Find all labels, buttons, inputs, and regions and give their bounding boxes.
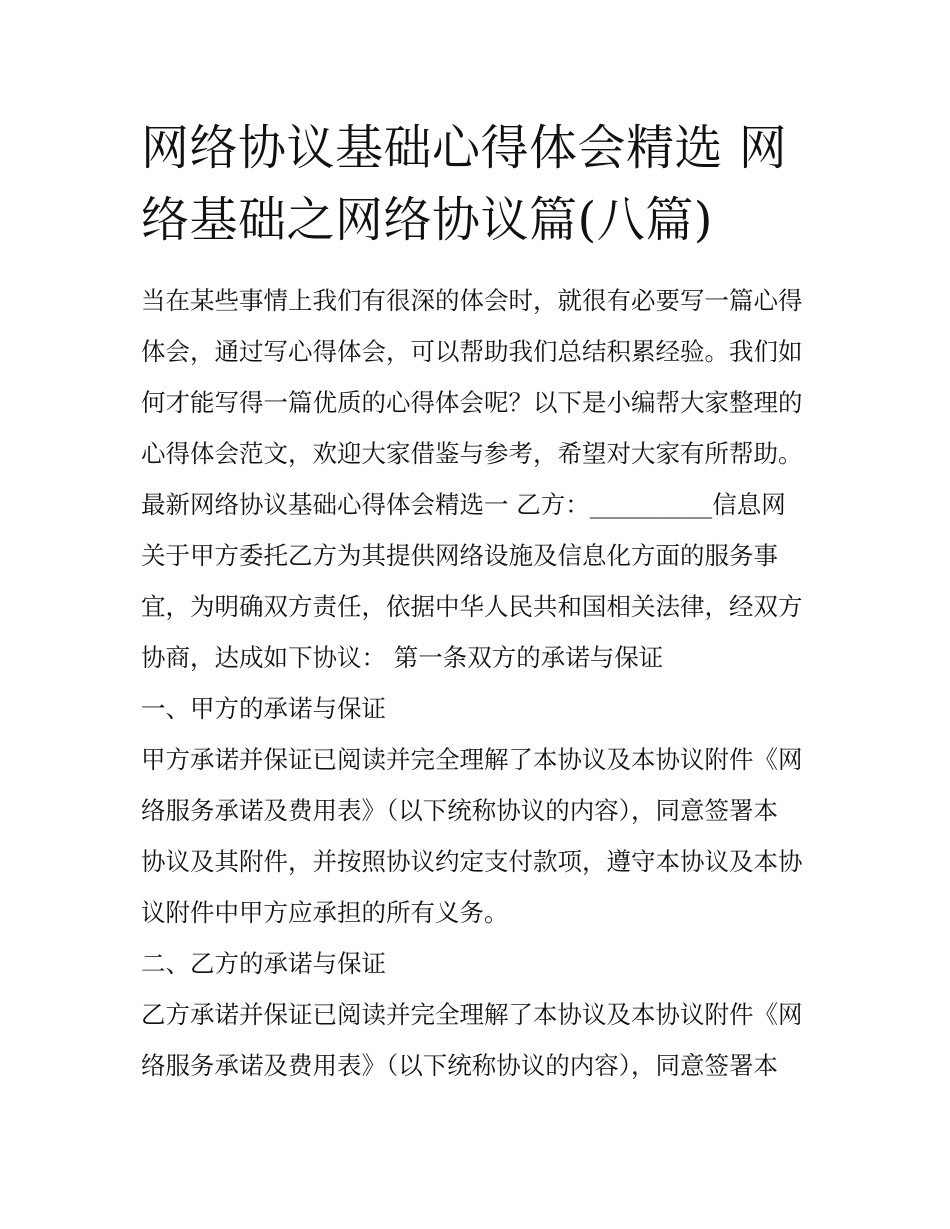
body-line-15: 乙方承诺并保证已阅读并完全理解了本协议及本协议附件《网 xyxy=(141,1000,803,1029)
title-line-2: 络基础之网络协议篇(八篇) xyxy=(141,192,713,248)
section-heading-party-b: 二、乙方的承诺与保证 xyxy=(141,949,386,978)
body-line-4: 心得体会范文，欢迎大家借鉴与参考，希望对大家有所帮助。 xyxy=(141,439,803,468)
body-line-1: 当在某些事情上我们有很深的体会时，就很有必要写一篇心得 xyxy=(141,286,803,315)
section-heading-party-a: 一、甲方的承诺与保证 xyxy=(141,694,386,723)
body-line-7: 宜，为明确双方责任，依据中华人民共和国相关法律，经双方 xyxy=(141,592,803,621)
body-line-8: 协商，达成如下协议： 第一条双方的承诺与保证 xyxy=(141,643,664,672)
document-body xyxy=(141,275,821,1091)
body-line-10: 甲方承诺并保证已阅读并完全理解了本协议及本协议附件《网 xyxy=(141,745,803,774)
body-line-12: 协议及其附件，并按照协议约定支付款项，遵守本协议及本协 xyxy=(141,847,803,876)
document-title xyxy=(141,112,821,256)
body-line-3: 何才能写得一篇优质的心得体会呢？以下是小编帮大家整理的 xyxy=(141,388,803,417)
body-line-16: 络服务承诺及费用表》（以下统称协议的内容），同意签署本 xyxy=(141,1051,778,1080)
body-line-6: 关于甲方委托乙方为其提供网络设施及信息化方面的服务事 xyxy=(141,541,778,570)
body-line-11: 络服务承诺及费用表》（以下统称协议的内容），同意签署本 xyxy=(141,796,778,825)
title-line-1: 网络协议基础心得体会精选 网 xyxy=(141,120,788,176)
body-line-5: 最新网络协议基础心得体会精选一 乙方：__________信息网 xyxy=(141,490,786,519)
body-line-13: 议附件中甲方应承担的所有义务。 xyxy=(141,898,509,927)
body-line-2: 体会，通过写心得体会，可以帮助我们总结积累经验。我们如 xyxy=(141,337,803,366)
